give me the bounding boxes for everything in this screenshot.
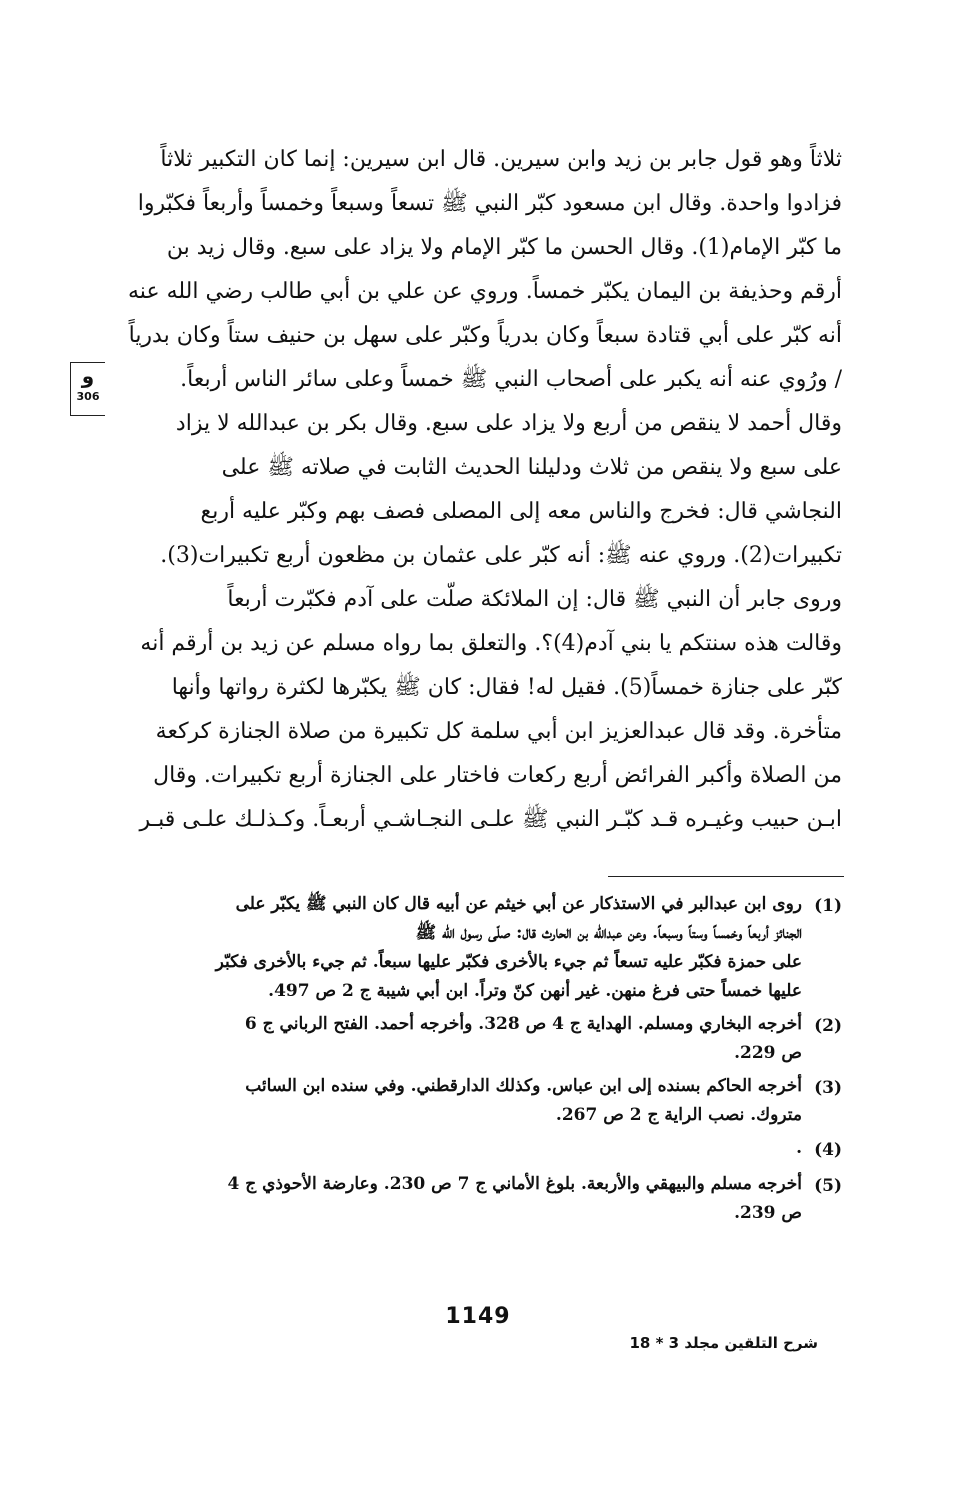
footnote-line: على حمزة فكبّر عليه تسعاً ثم جيء بالأخرى فكبّر عليها سبعاً. ثم جيء بالأخرى فكبّر	[215, 952, 802, 972]
footnote-line: ص 239.	[734, 1203, 802, 1223]
main-text-block	[100, 138, 842, 842]
footnote-text	[100, 1010, 802, 1068]
page-number: 1149	[445, 1304, 511, 1329]
main-text-line: ابـن حبيب وغيـره قـد كبّـر النبي ﷺ علـى النجـاشـي أربعـاً. وكـذلـك علـى قبـر	[139, 807, 842, 832]
footnote-text	[100, 1072, 802, 1130]
footnote-text	[100, 1134, 802, 1163]
main-text-line: على سبع ولا ينقص من ثلاث ودليلنا الحديث الثابت في صلاته ﷺ على	[221, 455, 842, 480]
footnotes-block	[100, 890, 842, 1232]
main-text-line: تكبيرات(2). وروي عنه ﷺ: أنه كبّر على عثمان بن مظعون أربع تكبيرات(3).	[160, 543, 842, 568]
footnote-item	[100, 1134, 842, 1166]
footnote-number: (2)	[814, 1016, 842, 1036]
footnote-line: أخرجه البخاري ومسلم. الهداية ج 4 ص 328. وأخرجه أحمد. الفتح الرباني ج 6	[244, 1014, 802, 1034]
footnote-line: روى ابن عبدالبر في الاستذكار عن أبي خيثم عن أبيه قال كان النبي ﷺ يكبّر على	[235, 894, 802, 914]
main-text-line: وقال أحمد لا ينقص من أربع ولا يزاد على سبع. وقال بكر بن عبدالله لا يزاد	[175, 411, 842, 436]
main-text-line: ما كبّر الإمام(1). وقال الحسن ما كبّر الإمام ولا يزاد على سبع. وقال زيد بن	[166, 235, 842, 260]
main-text-line: كبّر على جنازة خمساً(5). فقيل له! فقال: كان ﷺ يكبّرها لكثرة رواتها وأنها	[171, 675, 842, 700]
footnote-line: ص 229.	[734, 1043, 802, 1063]
footnote-item	[100, 1170, 842, 1228]
footnote-text	[100, 1170, 802, 1228]
margin-number: 306	[76, 390, 100, 403]
footnote-number: (1)	[814, 896, 842, 916]
main-text-line: وقالت هذه سنتكم يا بني آدم(4)؟. والتعلق بما رواه مسلم عن زيد بن أرقم أنه	[140, 631, 842, 656]
footnote-line: أخرجه الحاكم بسنده إلى ابن عباس. وكذلك الدارقطني. وفي سنده ابن السائب	[245, 1076, 802, 1096]
book-signature: شرح التلقين مجلد 3 * 18	[629, 1334, 818, 1352]
footnote-line: أخرجه مسلم والبيهقي والأربعة. بلوغ الأماني ج 7 ص 230. وعارضة الأحوذي ج 4	[227, 1174, 802, 1194]
main-text-line: أنه كبّر على أبي قتادة سبعاً وكان بدرياً وكبّر على سهل بن حنيف ستاً وكان بدرياً	[128, 323, 842, 348]
main-text-line: وروى جابر أن النبي ﷺ قال: إن الملائكة صلّت على آدم فكبّرت أربعاً	[227, 587, 842, 612]
footnote-text	[100, 890, 802, 1006]
main-text-line: فزادوا واحدة. وقال ابن مسعود كبّر النبي ﷺ تسعاً وسبعاً وخمساً وأربعاً فكبّروا	[137, 191, 842, 216]
footnote-number: (4)	[814, 1140, 842, 1160]
footnote-line: الجنائز أربعاً وخمساً وستاً وسبعاً. وعن عبدالله بن الحارث قال: صلّى رسول الله ﷺ	[415, 923, 802, 943]
main-text-line: ثلاثاً وهو قول جابر بن زيد وابن سيرين. قال ابن سيرين: إنما كان التكبير ثلاثاً	[160, 147, 842, 172]
main-text-line: النجاشي قال: فخرج والناس معه إلى المصلى فصف بهم وكبّر عليه أربع	[200, 499, 842, 524]
footnote-item	[100, 890, 842, 1006]
margin-page-reference	[70, 362, 105, 416]
main-text-line: / ورُوي عنه أنه يكبر على أصحاب النبي ﷺ خمساً وعلى سائر الناس أربعاً.	[180, 367, 842, 392]
main-text-line: من الصلاة وأكبر الفرائض أربع ركعات فاختار على الجنازة أربع تكبيرات. وقال	[153, 763, 842, 788]
footnote-item	[100, 1010, 842, 1068]
footnote-line: .	[796, 1138, 802, 1158]
footnote-item	[100, 1072, 842, 1130]
footnote-number: (3)	[814, 1078, 842, 1098]
footnote-divider	[608, 876, 844, 877]
footnote-number: (5)	[814, 1176, 842, 1196]
main-text-line: متأخرة. وقد قال عبدالعزيز ابن أبي سلمة كل تكبيرة من صلاة الجنازة كركعة	[155, 719, 842, 744]
margin-letter: و	[81, 364, 95, 388]
footnote-line: متروك. نصب الراية ج 2 ص 267.	[555, 1105, 802, 1125]
main-text-line: أرقم وحذيفة بن اليمان يكبّر خمساً. وروي عن علي بن أبي طالب رضي الله عنه	[128, 279, 842, 304]
footnote-line: عليها خمساً حتى فرغ منهن. غير أنهن كنّ وتراً. ابن أبي شيبة ج 2 ص 497.	[268, 981, 802, 1001]
